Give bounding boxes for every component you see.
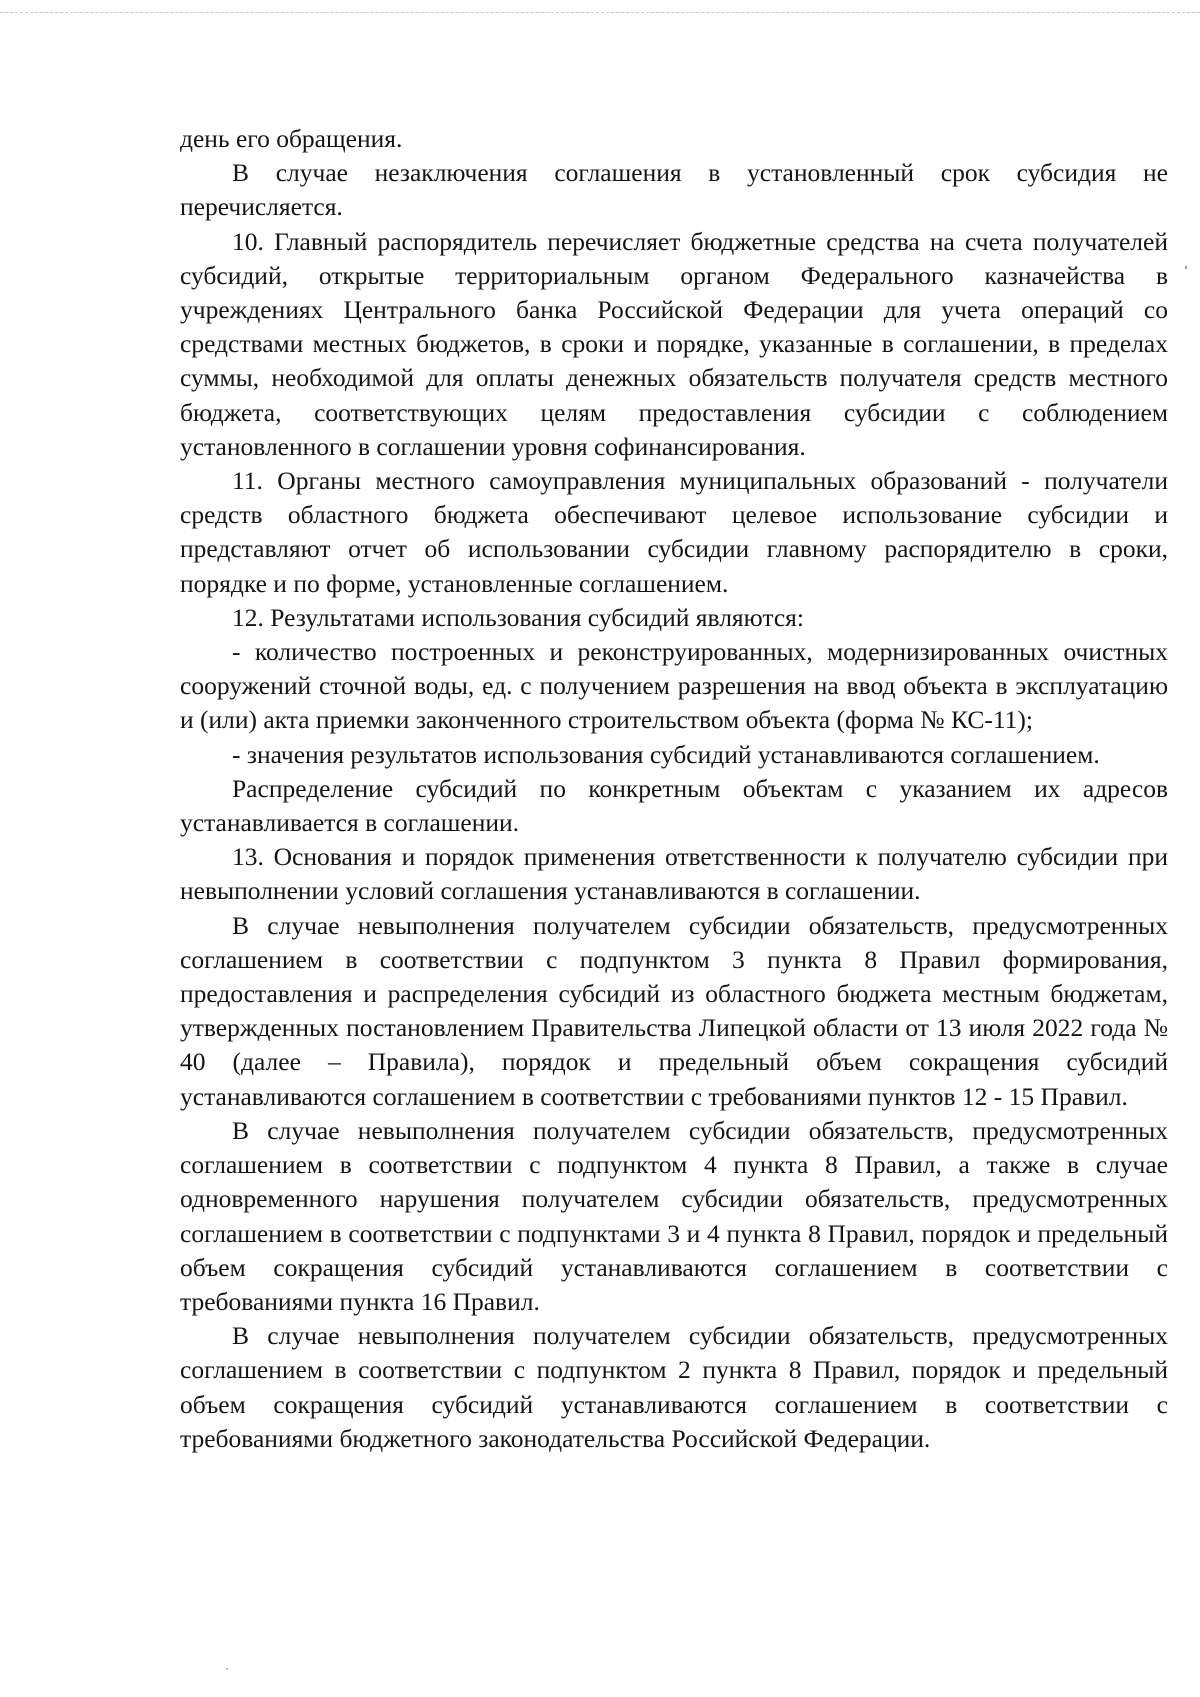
paragraph-result-quantity: - количество построенных и реконструированных, модернизированных очистных сооружений сточной воды, ед. с получением разрешения на ввод объекта в эксплуатацию и (или) акта приемки законченного строительством объекта (форма № КС-11); [180,637,1168,735]
scan-speck [226,1668,228,1670]
paragraph-distribution: Распределение субсидий по конкретным объектам с указанием их адресов устанавливается в соглашении. [180,773,1168,838]
paragraph-item-11: 11. Органы местного самоуправления муниципальных образований - получатели средств областного бюджета обеспечивают целевое использование субсидии и представляют отчет об использовании субсидии главному распорядителю в сроки, порядке и по форме, установленные соглашением. [180,466,1168,598]
scan-top-edge [0,12,1200,13]
document-text [180,122,1168,1456]
scan-speck [1185,266,1187,269]
paragraph-continuation: день его обращения. [180,124,403,153]
paragraph-result-values: - значения результатов использования субсидий устанавливаются соглашением. [232,739,1100,769]
paragraph-item-10: 10. Главный распорядитель перечисляет бюджетные средства на счета получателей субсидий, открытые территориальным органом Федерального казначейства в учреждениях Центрального банка Российской Федерации для учета операций со средствами местных бюджетов, в сроки и порядке, указанные в соглашении, в пределах суммы, необходимой для оплаты денежных обязательств получателя средств местного бюджета, соответствующих целям предоставления субсидии с соблюдением установленного в соглашении уровня софинансирования. [180,226,1168,461]
paragraph-item-12: 12. Результатами использования субсидий являются: [232,602,804,632]
paragraph-case-subitem-2: В случае невыполнения получателем субсидии обязательств, предусмотренных соглашением в соответствии с подпунктом 2 пункта 8 Правил, порядок и предельный объем сокращения субсидий устанавливаются соглашением в соответствии с требованиями бюджетного законодательства Российской Федерации. [180,1321,1168,1453]
paragraph-case-subitem-4: В случае невыполнения получателем субсидии обязательств, предусмотренных соглашением в соответствии с подпунктом 4 пункта 8 Правил, а также в случае одновременного нарушения получателем субсидии обязательств, предусмотренных соглашением в соответствии с подпунктами 3 и 4 пункта 8 Правил, порядок и предельный объем сокращения субсидий устанавливаются соглашением в соответствии с требованиями пункта 16 Правил. [180,1115,1168,1316]
paragraph-case-subitem-3: В случае невыполнения получателем субсидии обязательств, предусмотренных соглашением в соответствии с подпунктом 3 пункта 8 Правил формирования, предоставления и распределения субсидий из областного бюджета местным бюджетам, утвержденных постановлением Правительства Липецкой области от 13 июля 2022 года № 40 (далее – Правила), порядок и предельный объем сокращения субсидий устанавливаются соглашением в соответствии с требованиями пунктов 12 - 15 Правил. [180,910,1168,1111]
paragraph-non-conclusion: В случае незаключения соглашения в установленный срок субсидия не перечисляется. [180,158,1168,222]
paragraph-item-13: 13. Основания и порядок применения ответственности к получателю субсидии при невыполнении условий соглашения устанавливаются в соглашении. [180,842,1168,906]
